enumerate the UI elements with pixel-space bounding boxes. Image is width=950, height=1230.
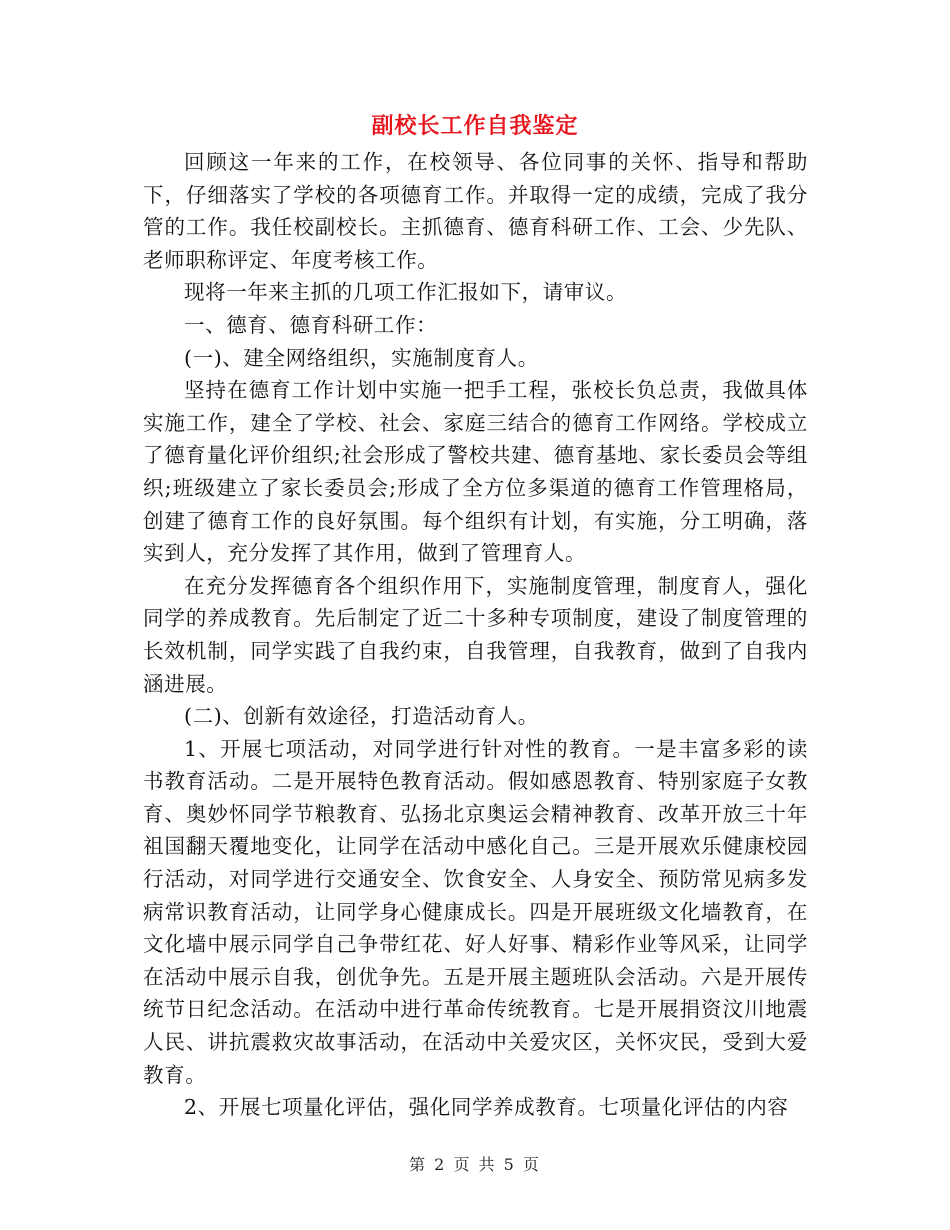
- paragraph: 回顾这一年来的工作，在校领导、各位同事的关怀、指导和帮助下，仔细落实了学校的各项德育工作。并取得一定的成绩，完成了我分管的工作。我任校副校长。主抓德育、德育科研工作、工会、少先队、老师职称评定、年度考核工作。: [143, 150, 808, 272]
- paragraph: 坚持在德育工作计划中实施一把手工程，张校长负总责，我做具体实施工作，建全了学校、社会、家庭三结合的德育工作网络。学校成立了德育量化评价组织;社会形成了警校共建、德育基地、家长委员会等组织;班级建立了家长委员会;形成了全方位多渠道的德育工作管理格局，创建了德育工作的良好氛围。每个组织有计划，有实施，分工明确，落实到人，充分发挥了其作用，做到了管理育人。: [143, 378, 808, 566]
- document-title: 副校长工作自我鉴定: [371, 113, 579, 139]
- paragraph: 在充分发挥德育各个组织作用下，实施制度管理，制度育人，强化同学的养成教育。先后制定了近二十多种专项制度，建设了制度管理的长效机制，同学实践了自我约束，自我管理，自我教育，做到了自我内涵进展。: [143, 573, 808, 696]
- paragraph: 2、开展七项量化评估，强化同学养成教育。七项量化评估的内容: [184, 1095, 789, 1120]
- page-number-footer: 第 2 页 共 5 页: [409, 1155, 541, 1174]
- paragraph: 现将一年来主抓的几项工作汇报如下，请审议。: [184, 280, 628, 305]
- subsection-heading: (一)、建全网络组织，实施制度育人。: [184, 345, 539, 370]
- section-heading: 一、德育、德育科研工作：: [184, 312, 438, 337]
- document-body: [143, 146, 808, 1124]
- subsection-heading: (二)、创新有效途径，打造活动育人。: [184, 704, 539, 729]
- paragraph: 1、开展七项活动，对同学进行针对性的教育。一是丰富多彩的读书教育活动。二是开展特色教育活动。假如感恩教育、特别家庭子女教育、奥妙怀同学节粮教育、弘扬北京奥运会精神教育、改革开放三十年祖国翻天覆地变化，让同学在活动中感化自己。三是开展欢乐健康校园行活动，对同学进行交通安全、饮食安全、人身安全、预防常见病多发病常识教育活动，让同学身心健康成长。四是开展班级文化墙教育，在文化墙中展示同学自己争带红花、好人好事、精彩作业等风采，让同学在活动中展示自我，创优争先。五是开展主题班队会活动。六是开展传统节日纪念活动。在活动中进行革命传统教育。七是开展捐资汶川地震人民、讲抗震救灾故事活动，在活动中关爱灾区，关怀灾民，受到大爱教育。: [143, 736, 808, 1087]
